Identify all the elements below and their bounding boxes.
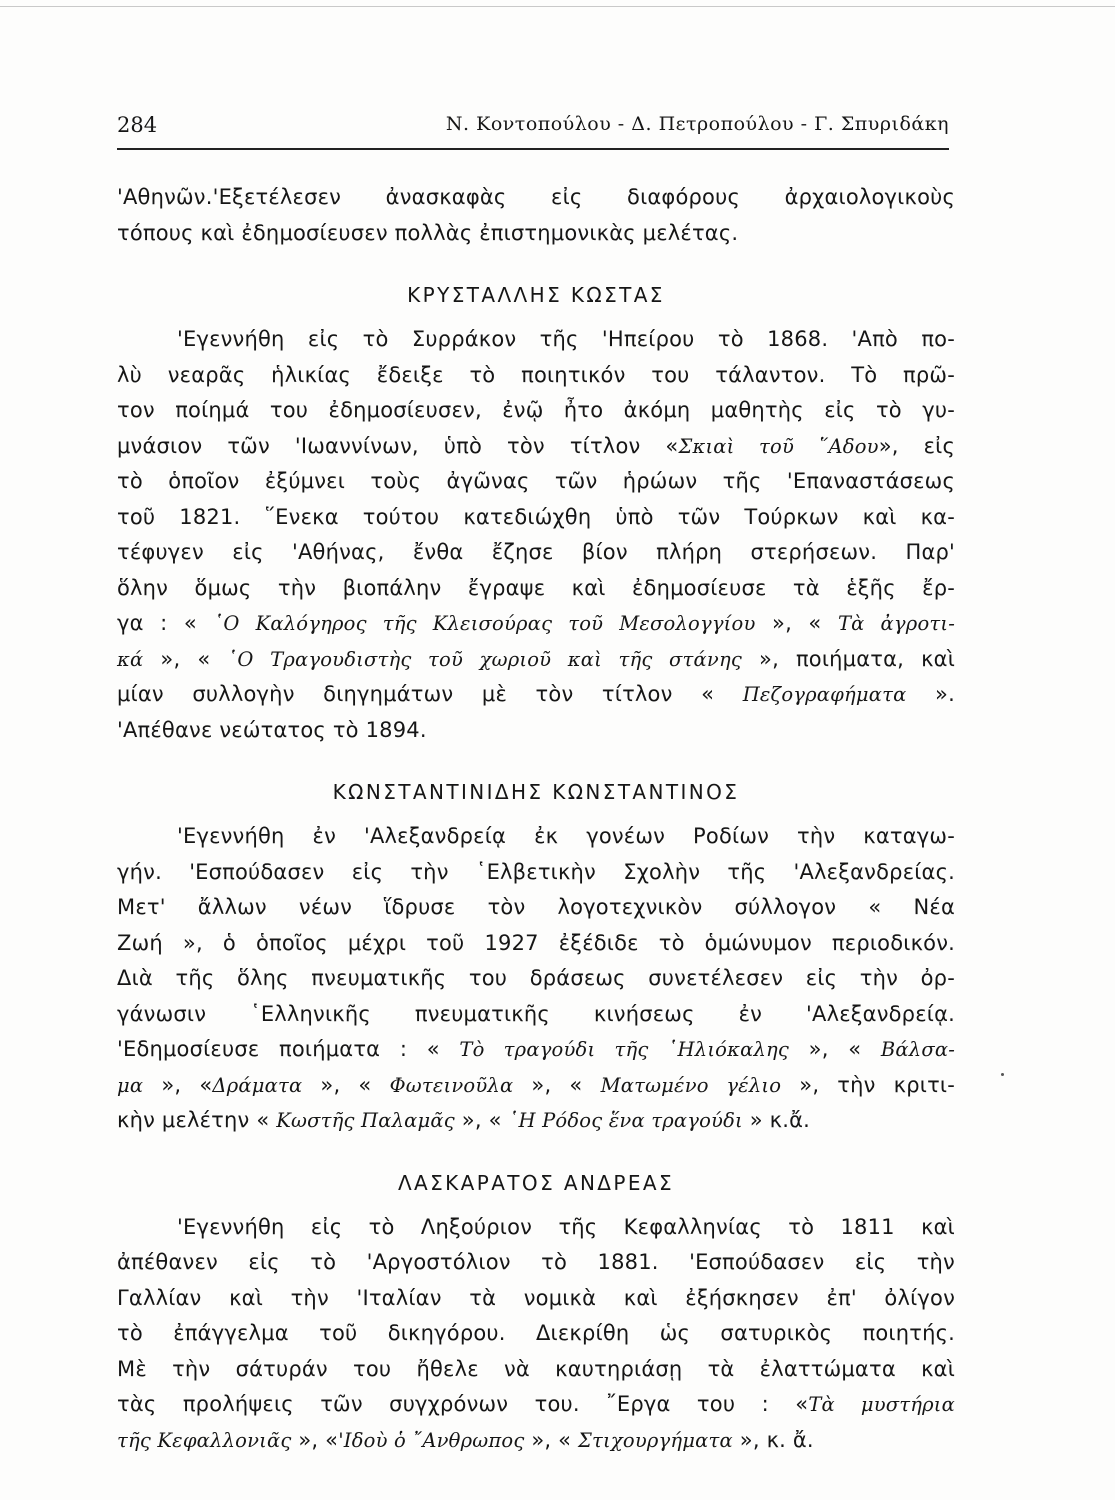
text-run: », « [302, 1072, 390, 1097]
text-line: γήν. 'Εσπούδασεν εἰς τὴν ῾Ελβετικὴν Σχολὴν τῆς 'Αλεξανδρείας. [117, 859, 955, 884]
text-line: ἀπέθανεν εἰς τὸ 'Αργοστόλιον τὸ 1881. 'Εσπούδασεν εἰς τὴν [117, 1250, 955, 1274]
text-run: », « [513, 1072, 601, 1097]
page-number: 284 [117, 113, 158, 137]
header-rule [117, 148, 949, 150]
ink-speck [1001, 1073, 1004, 1076]
text-line: ὅλην ὅμως τὴν βιοπάλην ἔγραψε καὶ ἐδημοσίευσε τὰ ἑξῆς ἔρ- [117, 575, 955, 600]
text-line: 'Εγεννήθη εἰς τὸ Συρράκον τῆς 'Ηπείρου τὸ 1868. 'Απὸ πο- [177, 327, 955, 351]
entry-paragraph-konstantinidis [117, 819, 955, 1139]
work-title: μα [117, 1073, 144, 1097]
text-run: », « [143, 1072, 213, 1097]
text-line: γάνωσιν ῾Ελληνικῆς πνευματικῆς κινήσεως ἐν 'Αλεξανδρείᾳ. [117, 1001, 955, 1026]
text-line [117, 642, 955, 678]
work-title: Σκιαὶ τοῦ ῞Αδου [678, 434, 879, 458]
text-run: μίαν συλλογὴν διηγημάτων μὲ τὸν τίτλον « [117, 682, 743, 706]
work-title: Τὸ τραγούδι τῆς ῾Ηλιόκαλης [459, 1038, 790, 1061]
text-line: τον ποίημά του ἐδημοσίευσεν, ἐνῷ ἦτο ἀκόμη μαθητὴς εἰς τὸ γυ- [117, 398, 955, 422]
entry-heading-laskaratos: ΛΑΣΚΑΡΑΤΟΣ ΑΝΔΡΕΑΣ [397, 1170, 675, 1195]
text-run: 'Εδημοσίευσε ποιήματα : « [117, 1037, 460, 1061]
page-header [117, 113, 949, 145]
text-line [117, 1423, 955, 1459]
entry-paragraph-laskaratos [117, 1210, 955, 1459]
text-line: Γαλλίαν καὶ τὴν 'Ιταλίαν τὰ νομικὰ καὶ ἐξήσκησεν ἐπ' ὀλίγον [117, 1285, 955, 1310]
text-line [117, 677, 955, 713]
text-line [117, 1387, 955, 1423]
text-run: », « [143, 646, 228, 671]
text-run: γα : « [117, 611, 214, 635]
work-title: Κωστῆς Παλαμᾶς [276, 1109, 455, 1132]
page-body [117, 180, 955, 1458]
work-title: Φωτεινοῦλα [389, 1073, 514, 1097]
text-run: », « [789, 1037, 881, 1061]
text-line: τὸ ὁποῖον ἐξύμνει τοὺς ἀγῶνας τῶν ἡρώων τῆς 'Επαναστάσεως [117, 469, 955, 493]
intro-paragraph [117, 180, 955, 251]
text-line [117, 429, 955, 465]
text-run: », τὴν κριτι- [781, 1072, 956, 1097]
text-run: », ποιήματα, καὶ [741, 646, 955, 671]
work-title: 'Ιδοὺ ὁ ῎Ανθρωπος [338, 1428, 525, 1452]
text-line [117, 1032, 955, 1068]
text-run: μνάσιον τῶν 'Ιωαννίνων, ὑπὸ τὸν τίτλον « [117, 433, 679, 458]
text-line: τοῦ 1821. ῞Ενεκα τούτου κατεδιώχθη ὑπὸ τῶν Τούρκων καὶ κα- [117, 504, 955, 529]
text-run: », « [524, 1427, 579, 1452]
text-line: τόπους καὶ ἐδημοσίευσεν πολλὰς ἐπιστημονικὰς μελέτας. [117, 220, 739, 245]
scan-edge-line [0, 6, 1115, 7]
text-line: τὸ ἐπάγγελμα τοῦ δικηγόρου. Διεκρίθη ὡς σατυρικὸς ποιητής. [117, 1321, 955, 1345]
text-line: Ζωή », ὁ ὁποῖος μέχρι τοῦ 1927 ἐξέδιδε τὸ ὁμώνυμον περιοδικόν. [117, 930, 955, 955]
text-run: κὴν μελέτην « [117, 1108, 277, 1132]
text-line: Διὰ τῆς ὅλης πνευματικῆς του δράσεως συνετέλεσεν εἰς τὴν ὀρ- [117, 966, 955, 990]
work-title: τῆς Κεφαλλονιᾶς [117, 1428, 292, 1452]
text-line: λὺ νεαρᾶς ἡλικίας ἔδειξε τὸ ποιητικόν του τάλαντον. Τὸ πρῶ- [117, 362, 955, 387]
text-run: », « [291, 1427, 339, 1452]
work-title: Δράματα [212, 1073, 303, 1097]
text-run: », « [454, 1108, 509, 1132]
text-line: Μετ' ἄλλων νέων ἵδρυσε τὸν λογοτεχνικὸν σύλλογον « Νέα [117, 895, 955, 919]
text-line: 'Εγεννήθη εἰς τὸ Ληξούριον τῆς Κεφαλληνίας τὸ 1811 καὶ [177, 1214, 955, 1239]
text-line [117, 1068, 955, 1104]
text-line: 'Αθηνῶν.'Εξετέλεσεν ἀνασκαφὰς εἰς διαφόρους ἀρχαιολογικοὺς [117, 185, 955, 209]
running-head-authors: Ν. Κοντοπούλου - Δ. Πετροπούλου - Γ. Σπυριδάκη [445, 113, 949, 135]
text-line: 'Απέθανε νεώτατος τὸ 1894. [117, 717, 427, 742]
text-run: ». [906, 682, 955, 706]
text-run: », « [755, 611, 838, 635]
work-title: Τὰ ἀγροτι- [837, 612, 955, 635]
work-title: Στιχουργήματα [578, 1428, 733, 1452]
work-title: Ματωμένο γέλιο [600, 1073, 782, 1097]
work-title: Πεζογραφήματα [742, 683, 907, 706]
text-line: Μὲ τὴν σάτυράν του ἤθελε νὰ καυτηριάσῃ τὰ ἐλαττώματα καὶ [117, 1356, 955, 1381]
text-run: » κ.ἄ. [742, 1108, 811, 1132]
entry-heading-konstantinidis: ΚΩΝΣΤΑΝΤΙΝΙΔΗΣ ΚΩΝΣΤΑΝΤΙΝΟΣ [332, 780, 740, 804]
entry-heading-krystallis: ΚΡΥΣΤΑΛΛΗΣ ΚΩΣΤΑΣ [407, 283, 665, 307]
text-line [117, 1103, 955, 1139]
text-line: τέφυγεν εἰς 'Αθήνας, ἔνθα ἔζησε βίον πλήρη στερήσεων. Παρ' [117, 540, 955, 564]
work-title: Τὰ μυστήρια [808, 1393, 956, 1416]
entry-paragraph-krystallis [117, 322, 955, 748]
text-line [117, 606, 955, 642]
text-run: τὰς προλήψεις τῶν συγχρόνων του. ῎Εργα του : « [117, 1392, 809, 1416]
text-run: », κ. ἄ. [732, 1427, 814, 1452]
text-run: », εἰς [878, 433, 956, 458]
text-line: 'Εγεννήθη ἐν 'Αλεξανδρείᾳ ἐκ γονέων Ροδίων τὴν καταγω- [177, 824, 955, 848]
work-title: κά [117, 647, 144, 671]
work-title: ῾Η Ρόδος ἕνα τραγούδι [508, 1109, 743, 1132]
work-title: ῾Ο Τραγουδιστὴς τοῦ χωριοῦ καὶ τῆς στάνης [227, 647, 742, 671]
work-title: Βάλσα- [880, 1038, 955, 1061]
work-title: ῾Ο Καλόγηρος τῆς Κλεισούρας τοῦ Μεσολογγίου [213, 612, 756, 635]
